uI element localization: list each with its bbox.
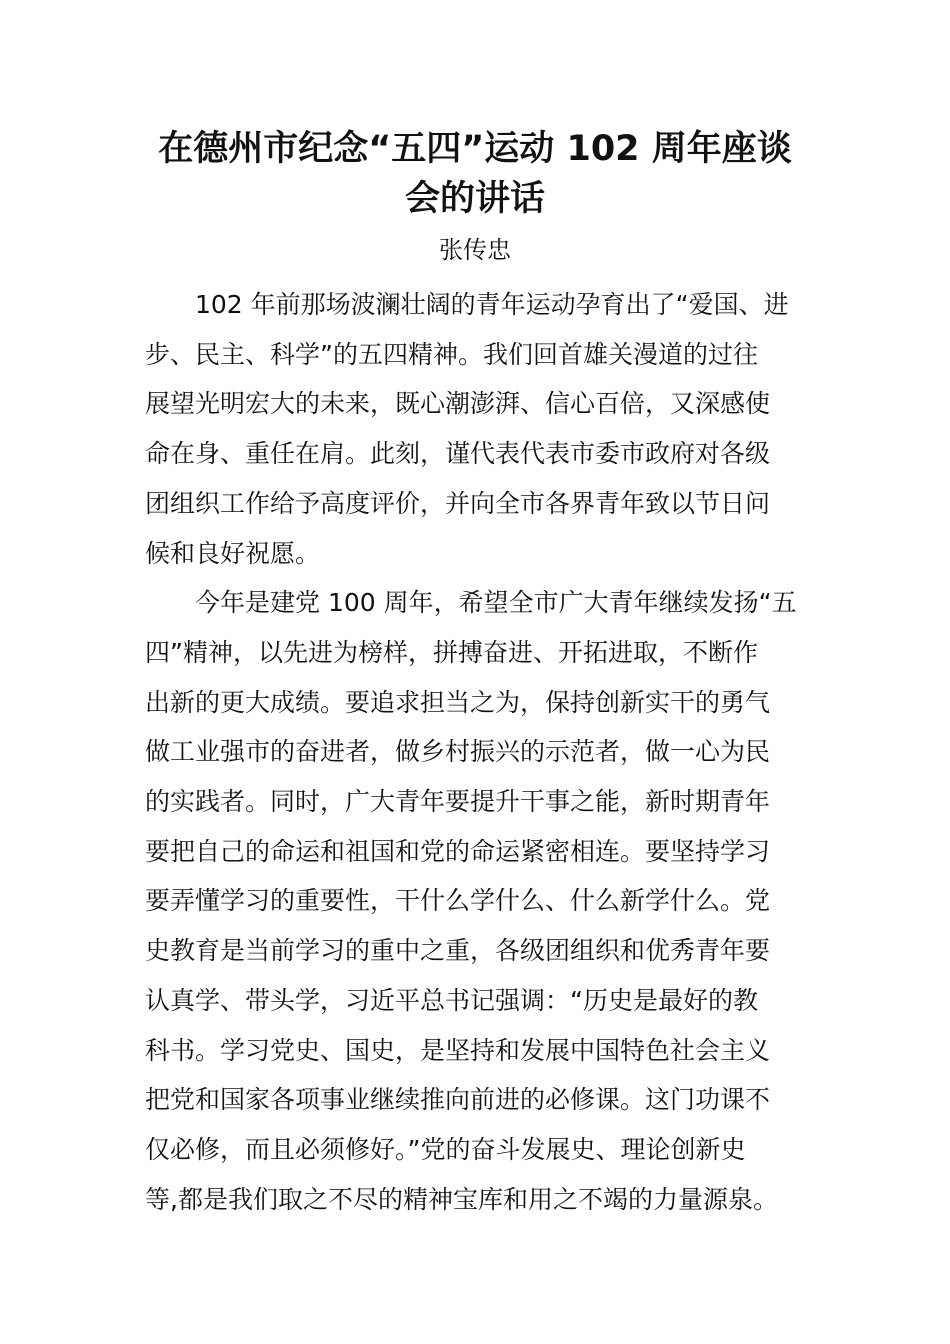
paragraph-line: 候和良好祝愿。 bbox=[145, 538, 321, 568]
paragraph-line: 今年是建党 100 周年，希望全市广大青年继续发扬“五 bbox=[195, 588, 797, 618]
paragraph-line: 要把自己的命运和祖国和党的命运紧密相连。要坚持学习 bbox=[145, 836, 771, 866]
paragraph-line: 把党和国家各项事业继续推向前进的必修课。这门功课不 bbox=[145, 1085, 771, 1115]
paragraph-line: 科书。学习党史、国史，是坚持和发展中国特色社会主义 bbox=[145, 1035, 771, 1065]
paragraph-line: 的实践者。同时，广大青年要提升干事之能，新时期青年 bbox=[145, 787, 771, 817]
paragraph-line: 102 年前那场波澜壮阔的青年运动孕育出了“爱国、进 bbox=[195, 290, 789, 319]
paragraph-line: 展望光明宏大的未来，既心潮澎湃、信心百倍，又深感使 bbox=[145, 389, 771, 419]
paragraph-line: 做工业强市的奋进者，做乡村振兴的示范者，做一心为民 bbox=[145, 737, 771, 767]
paragraph-line: 等,都是我们取之不尽的精神宝库和用之不竭的力量源泉。 bbox=[145, 1184, 778, 1214]
document-body bbox=[145, 280, 815, 1224]
paragraph-line: 步、民主、科学”的五四精神。我们回首雄关漫道的过往 bbox=[145, 339, 758, 369]
paragraph-line: 史教育是当前学习的重中之重，各级团组织和优秀青年要 bbox=[145, 936, 771, 966]
paragraph-line: 仅必修，而且必须修好。”党的奋斗发展史、理论创新史 bbox=[145, 1134, 746, 1164]
paragraph-line: 四”精神，以先进为榜样，拼搏奋进、开拓进取，不断作 bbox=[145, 637, 758, 667]
paragraph-line: 认真学、带头学，习近平总书记强调：“历史是最好的教 bbox=[145, 985, 758, 1015]
paragraph-1 bbox=[145, 280, 815, 578]
document-title bbox=[120, 124, 830, 224]
paragraph-2 bbox=[145, 578, 815, 1224]
paragraph-line: 团组织工作给予高度评价，并向全市各界青年致以节日问 bbox=[145, 488, 771, 518]
paragraph-line: 出新的更大成绩。要追求担当之为，保持创新实干的勇气 bbox=[145, 687, 771, 717]
title-line-2: 会的讲话 bbox=[404, 179, 545, 219]
author-name: 张传忠 bbox=[439, 236, 511, 264]
title-line-1: 在德州市纪念“五四”运动 102 周年座谈 bbox=[158, 129, 792, 169]
paragraph-line: 命在身、重任在肩。此刻，谨代表代表市委市政府对各级 bbox=[145, 439, 771, 469]
paragraph-line: 要弄懂学习的重要性，干什么学什么、什么新学什么。党 bbox=[145, 886, 771, 916]
